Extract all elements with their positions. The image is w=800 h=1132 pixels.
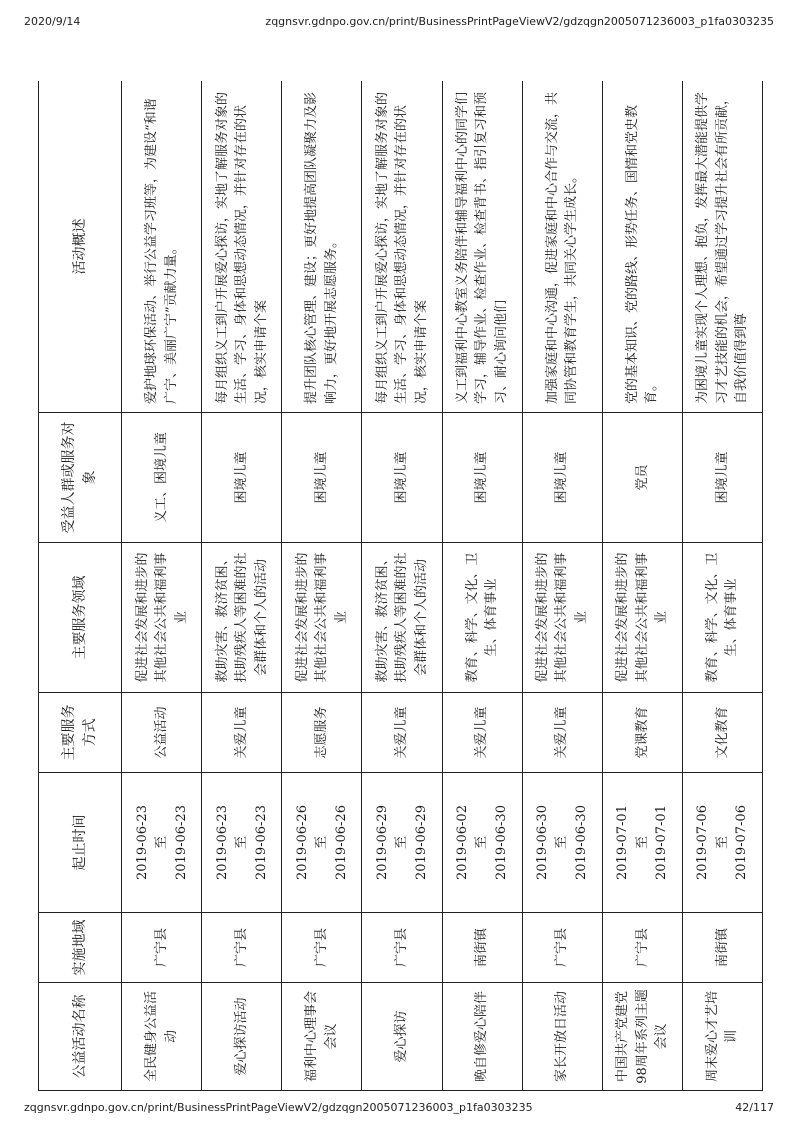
period-end: 2019-06-26 <box>333 805 349 880</box>
area-cell <box>122 913 202 983</box>
period-end: 2019-06-23 <box>253 805 269 880</box>
field-field: 教育、科学、文化、卫生、体育事业 <box>704 552 740 683</box>
area-area: 广宁县 <box>234 928 250 968</box>
activity-name-cell <box>442 983 522 1091</box>
period-cell <box>362 773 442 913</box>
field-cell <box>522 543 602 693</box>
table-row <box>362 81 442 1091</box>
field-cell <box>602 543 682 693</box>
field-cell <box>442 543 522 693</box>
description-cell <box>282 81 362 413</box>
area-cell <box>202 913 282 983</box>
period-to: 至 <box>314 836 330 850</box>
method-method: 志愿服务 <box>314 706 330 759</box>
target-cell <box>682 413 762 543</box>
description-desc: 每月组织义工到户开展爱心探访，实地了解服务对象的生活、学习、身体和思想动态情况，并针对存在的状况，核实申请个案 <box>214 91 269 404</box>
period-to: 至 <box>234 836 250 850</box>
field-cell <box>362 543 442 693</box>
col-header-field: 主要服务领域 <box>39 543 122 693</box>
period-to: 至 <box>634 836 650 850</box>
period-cell <box>682 773 762 913</box>
method-method: 关爱儿童 <box>474 706 490 759</box>
period-end: 2019-06-29 <box>413 805 429 880</box>
period-end: 2019-07-01 <box>654 805 670 880</box>
activity-name-name: 爱心探访 <box>394 1010 410 1063</box>
area-cell <box>602 913 682 983</box>
description-cell <box>522 81 602 413</box>
method-cell <box>202 693 282 773</box>
description-cell <box>122 81 202 413</box>
method-cell <box>362 693 442 773</box>
method-method: 关爱儿童 <box>394 706 410 759</box>
table-row <box>282 81 362 1091</box>
period-cell <box>442 773 522 913</box>
method-method: 公益活动 <box>154 706 169 759</box>
table-row <box>202 81 282 1091</box>
period-to: 至 <box>154 836 169 850</box>
method-cell <box>682 693 762 773</box>
field-cell <box>202 543 282 693</box>
activity-name-cell <box>362 983 442 1091</box>
period-end: 2019-06-23 <box>173 805 189 880</box>
table-row <box>442 81 522 1091</box>
activity-name-cell <box>202 983 282 1091</box>
area-area: 广宁县 <box>634 928 650 968</box>
table-container <box>38 81 763 1091</box>
target-target: 困境儿童 <box>234 451 250 504</box>
description-cell <box>682 81 762 413</box>
period-to: 至 <box>554 836 570 850</box>
period-start: 2019-07-06 <box>695 805 711 880</box>
period-end: 2019-06-30 <box>493 805 509 880</box>
period-to: 至 <box>474 836 490 850</box>
field-field: 促进社会发展和进步的其他社会公共和福利事业 <box>615 552 670 683</box>
target-target: 困境儿童 <box>314 451 330 504</box>
description-desc: 每月组织义工到户开展爱心探访，实地了解服务对象的生活、学习、身体和思想动态情况，并针对存在的状况，核实申请个案 <box>374 91 429 404</box>
col-header-area: 实施地域 <box>39 913 122 983</box>
area-area: 南街镇 <box>474 928 490 968</box>
table-row <box>682 81 762 1091</box>
period-to: 至 <box>714 836 730 850</box>
description-cell <box>202 81 282 413</box>
description-desc: 提升团队核心管理、建设；更好地提高团队凝聚力及影响力，更好地开展志愿服务。 <box>304 91 339 404</box>
area-area: 广宁县 <box>554 928 570 968</box>
field-field: 救助灾害、救济贫困、扶助残疾人等困难的社会群体和个人的活动 <box>214 552 269 683</box>
area-area: 广宁县 <box>314 928 330 968</box>
method-cell <box>282 693 362 773</box>
period-start: 2019-06-23 <box>134 805 150 880</box>
print-footer-url: zqgnsvr.gdnpo.gov.cn/print/BusinessPrintPageViewV2/gdzqgn2005071236003_p1fa0303235 <box>24 1101 533 1114</box>
area-cell <box>442 913 522 983</box>
field-field: 促进社会发展和进步的其他社会公共和福利事业 <box>534 552 589 683</box>
description-desc: 为困境儿童实现个人理想、抱负，发挥最大潜能提供学习才艺技能的机会，希望通过学习提升社会有所贡献，自我价值得到尊 <box>695 91 750 404</box>
activity-name-cell <box>602 983 682 1091</box>
target-target: 困境儿童 <box>394 451 410 504</box>
activity-name-name: 爱心探访活动 <box>234 997 250 1076</box>
description-desc: 爱护地球环保活动、举行公益学习班等，为建设“和谐广宁、美丽广宁”贡献力量。 <box>144 98 179 404</box>
period-cell <box>202 773 282 913</box>
period-start: 2019-06-02 <box>454 805 470 880</box>
activity-name-cell <box>522 983 602 1091</box>
field-field: 救助灾害、救济贫困、扶助残疾人等困难的社会群体和个人的活动 <box>374 552 429 683</box>
col-header-target: 受益人群或服务对象 <box>39 413 122 543</box>
activity-name-cell <box>682 983 762 1091</box>
area-area: 广宁县 <box>154 928 169 968</box>
target-cell <box>362 413 442 543</box>
area-cell <box>362 913 442 983</box>
description-desc: 加强家庭和中心沟通，促进家庭和中心合作与交流，共同协管和教育学生，共同关心学生成长。 <box>544 91 580 404</box>
period-cell <box>522 773 602 913</box>
period-cell <box>602 773 682 913</box>
method-cell <box>122 693 202 773</box>
target-target: 困境儿童 <box>474 451 490 504</box>
description-cell <box>362 81 442 413</box>
period-start: 2019-06-23 <box>214 805 230 880</box>
method-cell <box>602 693 682 773</box>
area-area: 南街镇 <box>714 928 730 968</box>
table-header-row <box>39 81 122 1091</box>
col-header-description: 活动概述 <box>39 81 122 413</box>
target-cell <box>602 413 682 543</box>
description-cell <box>442 81 522 413</box>
activity-table <box>38 81 763 1091</box>
target-target: 困境儿童 <box>714 451 730 504</box>
page-number: 42/117 <box>735 1101 774 1114</box>
table-row <box>522 81 602 1091</box>
field-cell <box>122 543 202 693</box>
field-field: 教育、科学、文化、卫生、体育事业 <box>464 552 500 683</box>
description-desc: 党的基本知识、党的路线、形势任务、国情和党史教育。 <box>624 104 660 404</box>
period-start: 2019-07-01 <box>615 805 631 880</box>
area-cell <box>282 913 362 983</box>
activity-name-cell <box>122 983 202 1091</box>
target-target: 党员 <box>634 464 650 491</box>
activity-name-cell <box>282 983 362 1091</box>
col-header-period: 起止时间 <box>39 773 122 913</box>
field-cell <box>282 543 362 693</box>
activity-name-name: 中国共产党建党98周年系列主题会议 <box>615 989 670 1084</box>
target-cell <box>442 413 522 543</box>
description-desc: 义工到福利中心教室义务陪伴和辅导福利中心的同学们学习，辅导作业、检查作业、检查背书、指引复习和预习、耐心询问他们 <box>454 91 509 404</box>
period-end: 2019-06-30 <box>573 805 589 880</box>
target-cell <box>202 413 282 543</box>
period-cell <box>122 773 202 913</box>
method-method: 文化教育 <box>714 706 730 759</box>
table-row <box>122 81 202 1091</box>
print-header-url: zqgnsvr.gdnpo.gov.cn/print/BusinessPrintPageViewV2/gdzqgn2005071236003_p1fa0303235 <box>265 15 774 28</box>
period-cell <box>282 773 362 913</box>
period-start: 2019-06-30 <box>534 805 550 880</box>
activity-name-name: 家长开放日活动 <box>554 991 570 1083</box>
target-cell <box>122 413 202 543</box>
period-start: 2019-06-29 <box>374 805 390 880</box>
field-field: 促进社会发展和进步的其他社会公共和福利事业 <box>294 552 349 683</box>
rotated-table-frame <box>38 81 763 1091</box>
target-cell <box>282 413 362 543</box>
target-target: 困境儿童 <box>554 451 570 504</box>
col-header-name: 公益活动名称 <box>39 983 122 1091</box>
print-date: 2020/9/14 <box>24 15 81 28</box>
activity-name-name: 晚自修爱心陪伴 <box>474 991 490 1083</box>
activity-name-name: 全民健身公益活动 <box>144 991 179 1083</box>
area-area: 广宁县 <box>394 928 410 968</box>
method-method: 关爱儿童 <box>554 706 570 759</box>
col-header-method: 主要服务方式 <box>39 693 122 773</box>
period-start: 2019-06-26 <box>294 805 310 880</box>
target-target: 义工、困境儿童 <box>154 432 169 524</box>
method-cell <box>442 693 522 773</box>
description-cell <box>602 81 682 413</box>
field-field: 促进社会发展和进步的其他社会公共和福利事业 <box>134 552 189 683</box>
activity-name-name: 周末爱心才艺培训 <box>704 991 740 1083</box>
table-row <box>602 81 682 1091</box>
target-cell <box>522 413 602 543</box>
period-end: 2019-07-06 <box>734 805 750 880</box>
area-cell <box>682 913 762 983</box>
period-to: 至 <box>394 836 410 850</box>
activity-name-name: 福利中心理事会会议 <box>304 991 339 1083</box>
field-cell <box>682 543 762 693</box>
method-cell <box>522 693 602 773</box>
method-method: 关爱儿童 <box>234 706 250 759</box>
area-cell <box>522 913 602 983</box>
method-method: 党课教育 <box>634 706 650 759</box>
